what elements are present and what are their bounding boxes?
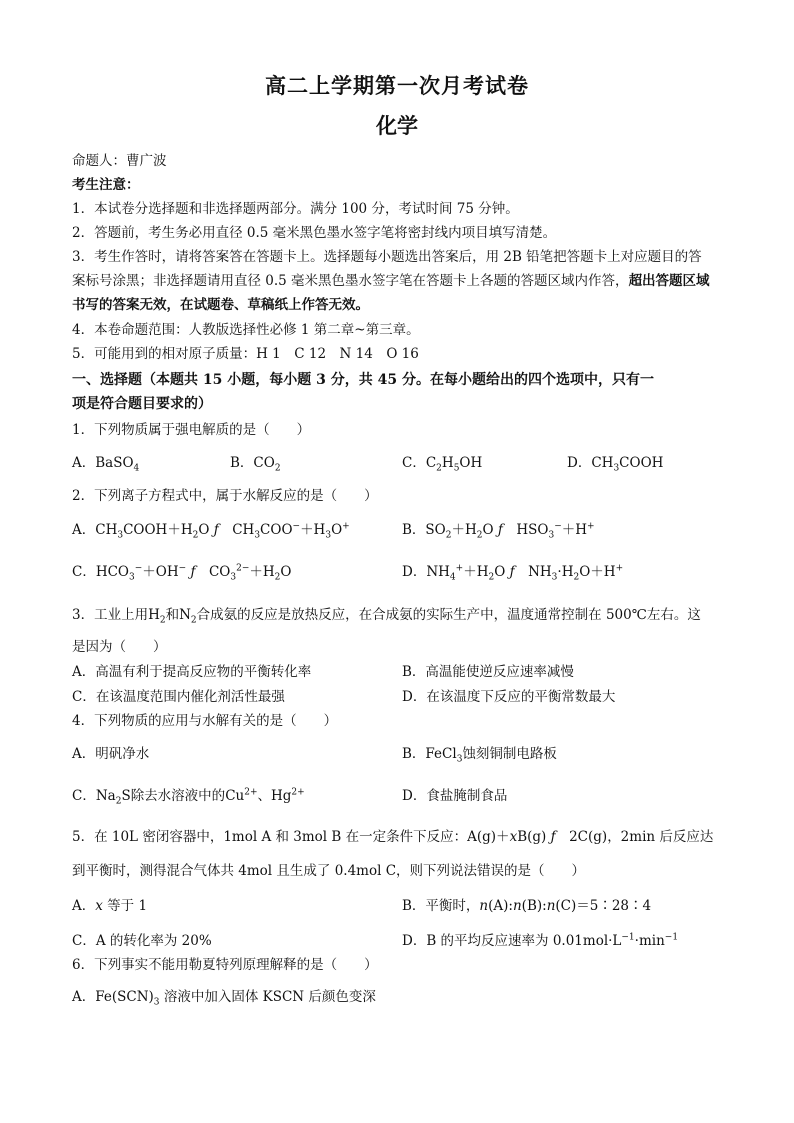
- notice-3b: [72, 272, 710, 290]
- exam-title: 高二上学期第一次月考试卷: [265, 73, 529, 98]
- q2-option-d: D．$NH_4^++H_2O$ ƒ $NH_3\cdot H_2O+H^+$: [402, 563, 624, 583]
- author-line: 命题人：曹广波: [72, 153, 167, 169]
- notice-heading: 考生注意：: [72, 177, 140, 193]
- q6-stem: 6．下列事实不能用勒夏特列原理解释的是（ ）: [72, 957, 378, 973]
- notice-3a: 3．考生作答时，请将答案答在答题卡上。选择题每小题选出答案后，用 2B 铅笔把答题卡上对应题目的答: [72, 249, 702, 265]
- q3-option-d: D．在该温度下反应的平衡常数最大: [402, 689, 616, 705]
- q3-option-b: B．高温能使逆反应速率减慢: [402, 664, 574, 680]
- q5-option-c: C．A 的转化率为 20%: [72, 933, 212, 949]
- q3-stem-line1: 3．工业上用$H_2$和$N_2$合成氨的反应是放热反应，在合成氨的实际生产中，温度通常控制在 500℃左右。这: [72, 607, 701, 626]
- q5-stem-b: ，2min 后反应达: [607, 829, 714, 845]
- q4-option-b: B．FeCl$_3$蚀刻铜制电路板: [402, 746, 557, 765]
- q1-option-d: D．$CH_3COOH$: [567, 455, 664, 474]
- q4-stem: 4．下列物质的应用与水解有关的是（ ）: [72, 713, 338, 729]
- q2-option-b: B．$SO_2+H_2O$ ƒ $HSO_3^-+H^+$: [402, 521, 595, 541]
- q3-stem-a: 3．工业上用: [72, 607, 149, 623]
- notice-1: 1．本试卷分选择题和非选择题两部分。满分 100 分，考试时间 75 分钟。: [72, 201, 519, 217]
- q5-option-b-text: B．平衡时，: [402, 898, 480, 914]
- q1-stem: 1．下列物质属于强电解质的是（ ）: [72, 422, 311, 438]
- notice-4: 4．本卷命题范围：人教版选择性必修 1 第二章~第三章。: [72, 322, 420, 338]
- q5-stem-line2: 到平衡时，测得混合气体共 4mol 且生成了 0.4mol C，则下列说法错误的是（ ）: [72, 863, 586, 879]
- q4-option-d: D．食盐腌制食品: [402, 788, 508, 804]
- q2-option-a: A．$CH_3COOH+H_2O$ ƒ $CH_3COO^-+H_3O^+$: [72, 521, 350, 541]
- q1-option-c: C．$C_2H_5OH$: [402, 455, 483, 474]
- q4-option-c: C．$Na_2S$除去水溶液中的$Cu^{2+}$、$Hg^{2+}$: [72, 787, 305, 807]
- q2-stem: 2．下列离子方程式中，属于水解反应的是（ ）: [72, 488, 378, 504]
- notice-3c: 书写的答案无效，在试题卷、草稿纸上作答无效。: [72, 297, 369, 313]
- q4-option-b-text: 蚀刻铜制电路板: [462, 746, 557, 762]
- q3-stem-b: 合成氨的反应是放热反应，在合成氨的实际生产中，温度通常控制在 500℃左右。这: [196, 607, 701, 623]
- notice-3b-bold: 超出答题区域: [628, 273, 710, 289]
- q3-stem-line2: 是因为（ ）: [72, 639, 167, 655]
- q5-option-d-text: D．B 的平均反应速率为: [402, 933, 553, 949]
- q3-option-a: A．高温有利于提高反应物的平衡转化率: [72, 664, 312, 680]
- notice-3b-text: 案标号涂黑；非选择题请用直径 0.5 毫米黑色墨水签字笔在答题卡上各题的答题区域内作答，: [72, 273, 629, 289]
- q5-option-a-text: 等于 1: [107, 898, 148, 914]
- notice-2: 2．答题前，考生务必用直径 0.5 毫米黑色墨水签字笔将密封线内项目填写清楚。: [72, 225, 557, 241]
- q1-option-a: A．BaSO$_4$: [72, 455, 140, 474]
- notice-5: 5．可能用到的相对原子质量：H 1 C 12 N 14 O 16: [72, 346, 419, 362]
- q5-option-a: A．x 等于 1: [72, 898, 148, 914]
- section-heading-1: 一、选择题（本题共 15 小题，每小题 3 分，共 45 分。在每小题给出的四个选项中，只有一: [72, 372, 654, 388]
- q4-option-a: A．明矾净水: [72, 746, 150, 762]
- subject-title: 化学: [376, 113, 418, 138]
- q5-stem-line1: 5．在 10L 密闭容器中，1mol A 和 3mol B 在一定条件下反应：A(g)＋xB(g) ƒ 2C(g)，2min 后反应达: [72, 829, 714, 845]
- q5-option-d: D．B 的平均反应速率为 $0.01mol\cdot L^{-1}\cdot\min^{-1}$: [402, 932, 679, 949]
- q5-option-b: B．平衡时，n(A):n(B):n(C)＝5∶28∶4: [402, 898, 652, 914]
- q2-option-c: C．$HCO_3^-+OH^-$ ƒ $CO_3^{2-}+H_2O$: [72, 563, 292, 583]
- q6-option-a-text: 溶液中加入固体 KSCN 后颜色变深: [163, 989, 376, 1005]
- section-heading-2: 项是符合题目要求的）: [72, 396, 212, 412]
- q1-option-b: B．$CO_2$: [230, 455, 281, 474]
- q4-option-c-text: 除去水溶液中的: [130, 788, 226, 804]
- q3-option-c: C．在该温度范围内催化剂活性最强: [72, 689, 285, 705]
- q6-option-a: A．$Fe(SCN)_3$ 溶液中加入固体 KSCN 后颜色变深: [72, 989, 376, 1008]
- q5-stem-a: 5．在 10L 密闭容器中，1mol A 和 3mol B 在一定条件下反应：: [72, 829, 468, 845]
